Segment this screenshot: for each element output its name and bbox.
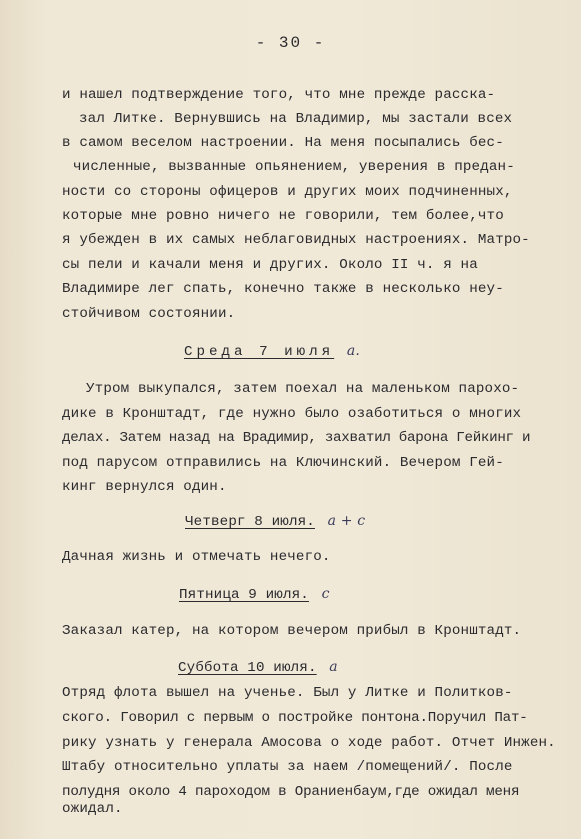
text-line: дике в Кронштадт, где нужно было озаботиться о многих: [62, 406, 522, 422]
text-line: и нашел подтверждение того, что мне прежде расска-: [62, 87, 496, 103]
text-line: кинг вернулся один.: [62, 479, 227, 495]
entry-heading-saturday: [178, 658, 338, 677]
text-line: стойчивом состоянии.: [62, 306, 236, 322]
text-line: Штабу относительно уплаты за наем /помещений/. После: [62, 759, 513, 775]
heading-date: Пятница 9 июля.: [179, 587, 309, 603]
text-line: я убежден в их самых неблаговидных настроениях. Матро-: [62, 232, 530, 248]
text-line: Владимире лег спать, конечно также в несколько неу-: [62, 281, 504, 297]
entry-heading-friday: [179, 585, 330, 604]
heading-date: Четверг 8 июля.: [185, 514, 315, 530]
text-line: Отряд флота вышел на ученье. Был у Литке и Политков-: [62, 685, 513, 701]
page-number: - 30 -: [255, 34, 326, 52]
text-line: численные, вызванные опьянением, уверения в предан-: [73, 159, 515, 175]
text-line: рику узнать у генерала Амосова о ходе работ. Отчет Инжен.: [62, 735, 556, 751]
text-line: делах. Затем назад на Врадимир, захватил барона Гейкинг и: [62, 430, 531, 446]
text-line: ожидал.: [62, 801, 123, 817]
text-line: ского. Говорил с первым о постройке понтона.Поручил Пат-: [62, 710, 528, 726]
entry-heading-thursday: [185, 512, 365, 531]
handwritten-mark: а + с: [327, 513, 366, 529]
text-line: сы пели и качали меня и других. Около II ч. я на: [62, 257, 478, 273]
text-line: которые мне ровно ничего не говорили, тем более,что: [62, 208, 504, 224]
text-line: под парусом отправились на Ключинский. Вечером Гей-: [62, 455, 504, 471]
heading-date: Суббота 10 июля.: [178, 660, 317, 676]
text-line: в самом веселом настроении. На меня посыпались бес-: [62, 135, 504, 151]
text-line: Дачная жизнь и отмечать нечего.: [62, 549, 331, 565]
text-line: Утром выкупался, затем поехал на маленьком пароxо-: [86, 381, 520, 397]
handwritten-mark: а: [329, 659, 338, 675]
handwritten-mark: с: [321, 586, 330, 602]
text-line: полудня около 4 пароходом в Ораниенбаум,где ожидал меня: [62, 784, 520, 800]
heading-date: Среда 7 июля: [184, 344, 335, 360]
text-line: ности со стороны офицеров и других моих подчиненных,: [62, 184, 513, 200]
entry-heading-wednesday: [184, 342, 360, 361]
text-line: Заказал катер, на котором вечером прибыл в Кронштадт.: [62, 623, 522, 639]
text-line: зал Литке. Вернувшись на Владимир, мы застали всех: [79, 111, 513, 127]
handwritten-mark: а.: [346, 343, 360, 359]
